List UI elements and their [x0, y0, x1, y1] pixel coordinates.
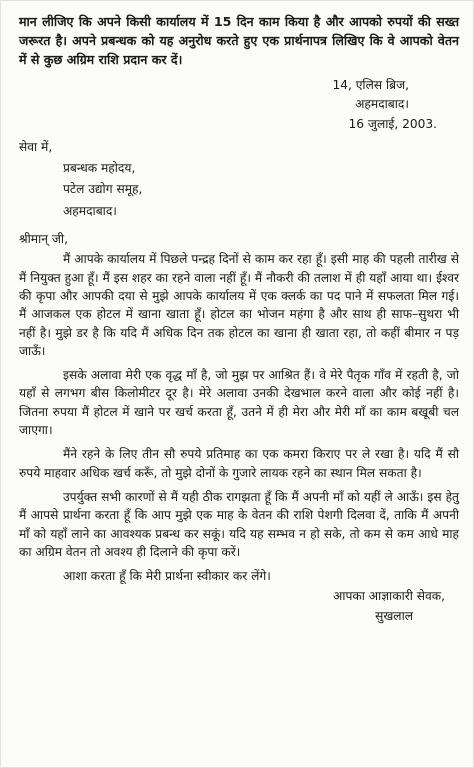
recipient-line3: अहमदाबाद। [63, 203, 117, 218]
sender-address-line2: अहमदाबाद। [355, 96, 409, 111]
sender-address-line1: 14, एलिस ब्रिज, [332, 77, 409, 92]
body-paragraph-3: मैंने रहने के लिए तीन सौ रुपये प्रतिमाह का एक कमरा किराए पर ले रखा है। यदि मैं सौ रुपये माहवार अधिक खर्च करूँ, तो मुझे दोनों के गुजारे लायक रहने का स्थान मिल सकता है। [19, 447, 459, 480]
signoff-name: सुखलाल [375, 608, 413, 623]
letter-date: 16 जुलाई, 2003. [348, 117, 437, 132]
salutation: श्रीमान् जी, [19, 232, 68, 247]
body-paragraph-4: उपर्युक्त सभी कारणों से मैं यही ठीक रागझता हूँ कि मैं अपनी माँ को यहीं ले आऊँ। इस हेतु मैं आपसे प्रार्थना करता हूँ कि आप मुझे एक माह के वेतन की राशि पेशगी दिलवा दें, ताकि मैं अपनी माँ को यहाँ लाने का आवश्यक प्रबन्ध कर सकूं। यदि यह सम्भव न हो सके, तो कम से कम आधे माह का अग्रिम वेतन तो अवश्य ही दिलाने की कृपा करें। [19, 489, 459, 559]
body-paragraph-2: इसके अलावा मेरी एक वृद्ध माँ है, जो मुझ पर आश्रित हैं। वे मेरे पैतृक गाँव में रहती है, जो यहाँ से लगभग बीस किलोमीटर दूर है। मेरे अलावा उनकी देखभाल करने वाला और कोई नहीं है। जितना रुपया मैं होटल में खाने पर खर्च करता हूँ, उतने में ही मेरा और मेरी माँ का काम बखूबी चल जाएगा। [19, 368, 459, 438]
sender-address [19, 76, 459, 114]
recipient-to: सेवा में, [19, 139, 53, 154]
recipient-address [63, 158, 459, 222]
signoff-line: आपका आज्ञाकारी सेवक, [333, 589, 445, 604]
signoff [19, 587, 459, 626]
body-paragraph-1: मैं आपके कार्यालय में पिछले पन्द्रह दिनों से काम कर रहा हूँ। इसी माह की पहली तारीख से मैं नियुक्त हुआ हूँ। मैं इस शहर का रहने वाला नहीं हूँ। मैं नौकरी की तलाश में ही यहाँ आया था। ईश्वर की कृपा और आपकी दया से मुझे आपके कार्यालय में एक क्लर्क का पद पाने में सफलता मिल गई। मैं आजकल एक होटल में खाना खाता हूँ। होटल का भोजन महंगा है और साथ ही साफ–सुथरा भी नहीं है। मुझे डर है कि यदि मैं अधिक दिन तक होटल का खाना ही खाता रहा, तो कहीं बीमार न पड़ जाऊँ। [19, 252, 459, 358]
question-prompt: मान लीजिए कि अपने किसी कार्यालय में 15 दिन काम किया है और आपको रुपयों की सख्त जरूरत है। अपने प्रबन्धक को यह अनुरोध करते हुए एक प्रार्थनापत्र लिखिए कि वे आपको वेतन में से कुछ अग्रिम राशि प्रदान कर दें। [19, 14, 459, 67]
recipient-line1: प्रबन्धक महोदय, [63, 161, 136, 176]
recipient-line2: पटेल उद्योग समूह, [63, 182, 143, 197]
closing-line: आशा करता हूँ कि मेरी प्रार्थना स्वीकार कर लेंगे। [63, 569, 271, 584]
